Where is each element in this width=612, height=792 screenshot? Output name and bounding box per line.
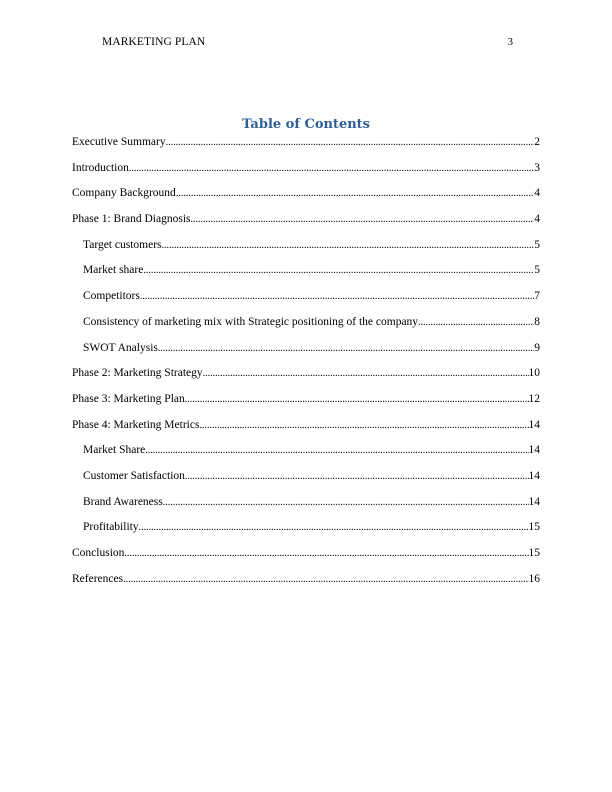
toc-entry-references[interactable] xyxy=(72,570,540,596)
dot-leader xyxy=(158,340,534,358)
toc-entry-label: Phase 2: Marketing Strategy xyxy=(72,367,203,380)
toc-entry-label: SWOT Analysis xyxy=(83,341,158,354)
dot-leader xyxy=(143,262,534,280)
toc-entry-label: Profitability xyxy=(83,521,139,534)
toc-entry-page: 14 xyxy=(528,495,540,508)
toc-entry-phase-3[interactable] xyxy=(72,390,540,416)
dot-leader xyxy=(185,468,529,486)
toc-entry-label: Brand Awareness xyxy=(83,495,163,508)
toc-entry-phase-4[interactable] xyxy=(72,416,540,442)
toc-entry-page: 3 xyxy=(534,161,540,174)
toc-entry-competitors[interactable] xyxy=(72,287,540,313)
dot-leader xyxy=(124,545,528,563)
toc-entry-page: 5 xyxy=(534,238,540,251)
page-header xyxy=(102,36,513,52)
toc-entry-label: Phase 1: Brand Diagnosis xyxy=(72,213,191,226)
toc-entry-customer-satisfaction[interactable] xyxy=(72,467,540,493)
table-of-contents xyxy=(72,133,540,595)
toc-entry-company-background[interactable] xyxy=(72,184,540,210)
toc-entry-conclusion[interactable] xyxy=(72,544,540,570)
toc-entry-page: 4 xyxy=(534,187,540,200)
toc-entry-label: Introduction xyxy=(72,161,129,174)
toc-entry-page: 4 xyxy=(534,213,540,226)
dot-leader xyxy=(129,160,534,178)
toc-entry-label: Market Share xyxy=(83,444,146,457)
toc-entry-page: 10 xyxy=(528,367,540,380)
toc-entry-label: Competitors xyxy=(83,290,140,303)
toc-entry-page: 8 xyxy=(534,315,540,328)
toc-entry-page: 15 xyxy=(528,521,540,534)
toc-entry-label: Conclusion xyxy=(72,547,125,559)
toc-entry-label: Target customers xyxy=(83,238,162,251)
toc-entry-page: 15 xyxy=(528,547,540,559)
toc-entry-consistency-marketing-mix[interactable] xyxy=(72,313,540,339)
dot-leader xyxy=(191,211,535,229)
dot-leader xyxy=(140,288,534,306)
dot-leader xyxy=(199,417,528,435)
running-head: MARKETING PLAN xyxy=(102,36,206,48)
dot-leader xyxy=(203,365,529,383)
toc-entry-label: References xyxy=(72,572,124,585)
toc-entry-target-customers[interactable] xyxy=(72,236,540,262)
toc-entry-page: 14 xyxy=(528,444,540,457)
toc-entry-label: Phase 3: Marketing Plan xyxy=(72,392,185,405)
toc-entry-phase-2[interactable] xyxy=(72,364,540,390)
toc-entry-market-share[interactable] xyxy=(72,261,540,287)
toc-entry-introduction[interactable] xyxy=(72,159,540,185)
toc-entry-phase-1[interactable] xyxy=(72,210,540,236)
toc-entry-page: 12 xyxy=(528,392,540,405)
toc-entry-label: Company Background xyxy=(72,187,176,200)
toc-entry-label: Market share xyxy=(83,264,144,277)
toc-entry-page: 7 xyxy=(534,290,540,303)
dot-leader xyxy=(139,519,529,537)
toc-entry-brand-awareness[interactable] xyxy=(72,493,540,519)
toc-entry-page: 2 xyxy=(534,136,540,148)
dot-leader xyxy=(162,237,535,255)
toc-entry-executive-summary[interactable] xyxy=(72,133,540,159)
toc-entry-profitability[interactable] xyxy=(72,518,540,544)
toc-entry-page: 16 xyxy=(528,572,540,585)
dot-leader xyxy=(123,571,528,589)
dot-leader xyxy=(176,185,534,203)
toc-entry-page: 14 xyxy=(528,418,540,431)
page-number: 3 xyxy=(507,37,513,48)
toc-entry-page: 9 xyxy=(534,341,540,354)
toc-entry-label: Phase 4: Marketing Metrics xyxy=(72,418,200,431)
dot-leader xyxy=(166,134,535,152)
toc-entry-page: 5 xyxy=(534,264,540,277)
dot-leader xyxy=(185,391,529,409)
toc-entry-swot-analysis[interactable] xyxy=(72,339,540,365)
toc-entry-label: Customer Satisfaction xyxy=(83,469,185,482)
dot-leader xyxy=(145,442,528,460)
toc-entry-market-share-metric[interactable] xyxy=(72,441,540,467)
dot-leader xyxy=(418,314,534,332)
toc-title: Table of Contents xyxy=(242,117,370,132)
toc-entry-label: Executive Summary xyxy=(72,136,166,148)
toc-entry-page: 14 xyxy=(528,469,540,482)
dot-leader xyxy=(163,494,529,512)
toc-entry-label: Consistency of marketing mix with Strategic positioning of the company xyxy=(83,315,419,328)
